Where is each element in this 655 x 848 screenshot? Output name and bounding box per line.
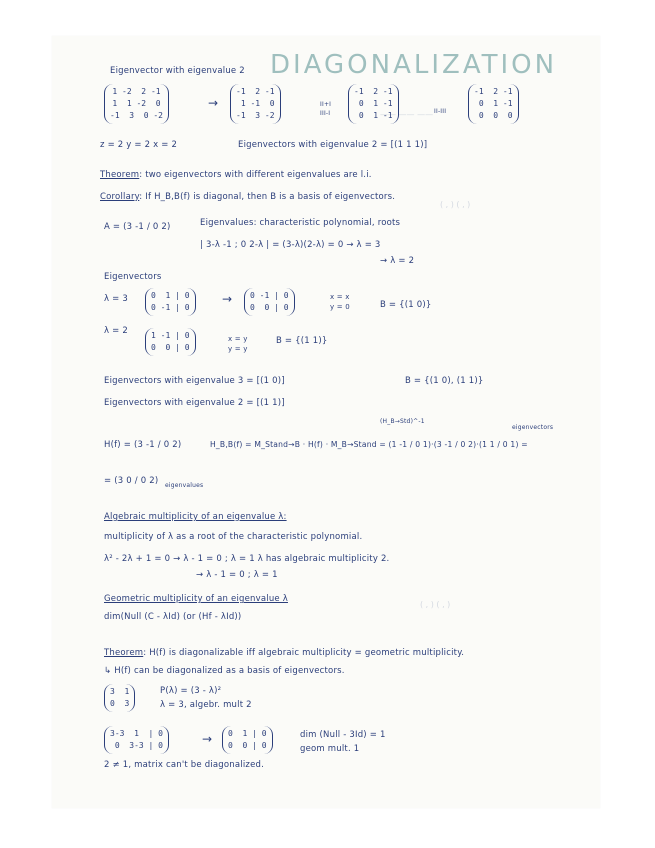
- lam3-solution: x = x y = 0: [330, 293, 350, 311]
- example-matrix: 3 1 0 3: [104, 684, 135, 712]
- char-poly: | 3-λ -1 ; 0 2-λ | = (3-λ)(2-λ) = 0 → λ = 3: [200, 240, 381, 250]
- example-geom: geom mult. 1: [300, 744, 360, 754]
- lam3-matrix-2: 0 -1 | 0 0 0 | 0: [244, 288, 295, 316]
- arrow-icon: →: [208, 96, 219, 110]
- theorem2-label: Theorem: [104, 648, 144, 658]
- geo-def: dim(Null (C - λId) (or (Hf - λId)): [104, 612, 242, 622]
- hbb-formula: H_B,B(f) = M_Stand→B · H(f) · M_B→Stand = (1 -1 / 0 1)·(3 -1 / 0 2)·(1 1 / 0 1) =: [210, 440, 528, 449]
- theorem2-sub: ↳ H(f) can be diagonalized as a basis of eigenvectors.: [104, 666, 345, 676]
- example-dim: dim (Null - 3Id) = 1: [300, 730, 386, 740]
- theorem1-label: Theorem: [100, 170, 140, 180]
- lam3-matrix-1: 0 1 | 0 0 -1 | 0: [145, 288, 196, 316]
- row-op-1: II+I III-I: [320, 101, 332, 117]
- ev2-text: Eigenvectors with eigenvalue 2 = [(1 1)]: [104, 398, 285, 408]
- alg-ex-2: → λ - 1 = 0 ; λ = 1: [196, 570, 278, 580]
- xyz-solution: z = 2 y = 2 x = 2: [100, 140, 178, 150]
- matrix-a-def: A = (3 -1 / 0 2): [104, 222, 171, 232]
- theorem1-text: : two eigenvectors with different eigenvalues are l.i.: [139, 170, 372, 180]
- alg-ex-1: λ² - 2λ + 1 = 0 → λ - 1 = 0 ; λ = 1 λ has algebraic multiplicity 2.: [104, 554, 390, 564]
- row-op-2: II-III: [434, 108, 447, 115]
- geo-label: Geometric multiplicity of an eigenvalue λ: [104, 594, 288, 604]
- example-lambda: λ = 3, algebr. mult 2: [160, 700, 252, 710]
- eigenvalues-word: eigenvalues: [165, 482, 204, 489]
- arrow-icon: →: [202, 732, 213, 746]
- conclusion: 2 ≠ 1, matrix can't be diagonalized.: [104, 760, 264, 770]
- eigenvalues-text: Eigenvalues: characteristic polynomial, roots: [200, 218, 401, 228]
- example-matrix-2: 3-3 1 | 0 0 3-3 | 0: [104, 726, 169, 754]
- diag-result: = (3 0 / 0 2): [104, 476, 159, 486]
- lambda3-label: λ = 3: [104, 294, 128, 304]
- lam3-basis: B = {(1 0)}: [380, 300, 432, 310]
- lam2-basis: B = {(1 1)}: [276, 336, 328, 346]
- matrix-2: -1 2 -1 1 -1 0 -1 3 -2: [230, 84, 281, 124]
- theorem2-text: : H(f) is diagonalizable iff algebraic multiplicity = geometric multiplicity.: [143, 648, 465, 658]
- ev3-basis: B = {(1 0), (1 1)}: [405, 376, 484, 386]
- eigenvectors-note: eigenvectors: [512, 424, 554, 431]
- lambda2-label: λ = 2: [104, 326, 128, 336]
- hb-note: (H_B→Std)^-1: [380, 418, 425, 425]
- lam2-solution: x = y y = y: [228, 335, 248, 353]
- char-poly-2: → λ = 2: [380, 256, 415, 266]
- matrix-4: -1 2 -1 0 1 -1 0 0 0: [468, 84, 519, 124]
- arrow-icon: →: [222, 292, 233, 306]
- matrix-1: 1 -2 2 -1 1 1 -2 0 -1 3 0 -2: [104, 84, 169, 124]
- alg-label: Algebraic multiplicity of an eigenvalue λ:: [104, 512, 287, 522]
- corollary-label: Corollary: [100, 192, 140, 202]
- example-poly: P(λ) = (3 - λ)²: [160, 686, 222, 696]
- hf-def: H(f) = (3 -1 / 0 2): [104, 440, 182, 450]
- eig2-header: Eigenvector with eigenvalue 2: [110, 66, 245, 76]
- alg-def: multiplicity of λ as a root of the characteristic polynomial.: [104, 532, 363, 542]
- ev3-text: Eigenvectors with eigenvalue 3 = [(1 0)]: [104, 376, 285, 386]
- matrix-3: -1 2 -1 0 1 -1 0 1 -1: [348, 84, 399, 124]
- page-title: DIAGONALIZATION: [270, 50, 558, 80]
- corollary-text: : If H_B,B(f) is diagonal, then B is a basis of eigenvectors.: [139, 192, 396, 202]
- example-matrix-3: 0 1 | 0 0 0 | 0: [222, 726, 273, 754]
- eigenvectors-label: Eigenvectors: [104, 272, 162, 282]
- eig2-result: Eigenvectors with eigenvalue 2 = [(1 1 1)]: [238, 140, 428, 150]
- lam2-matrix: 1 -1 | 0 0 0 | 0: [145, 328, 196, 356]
